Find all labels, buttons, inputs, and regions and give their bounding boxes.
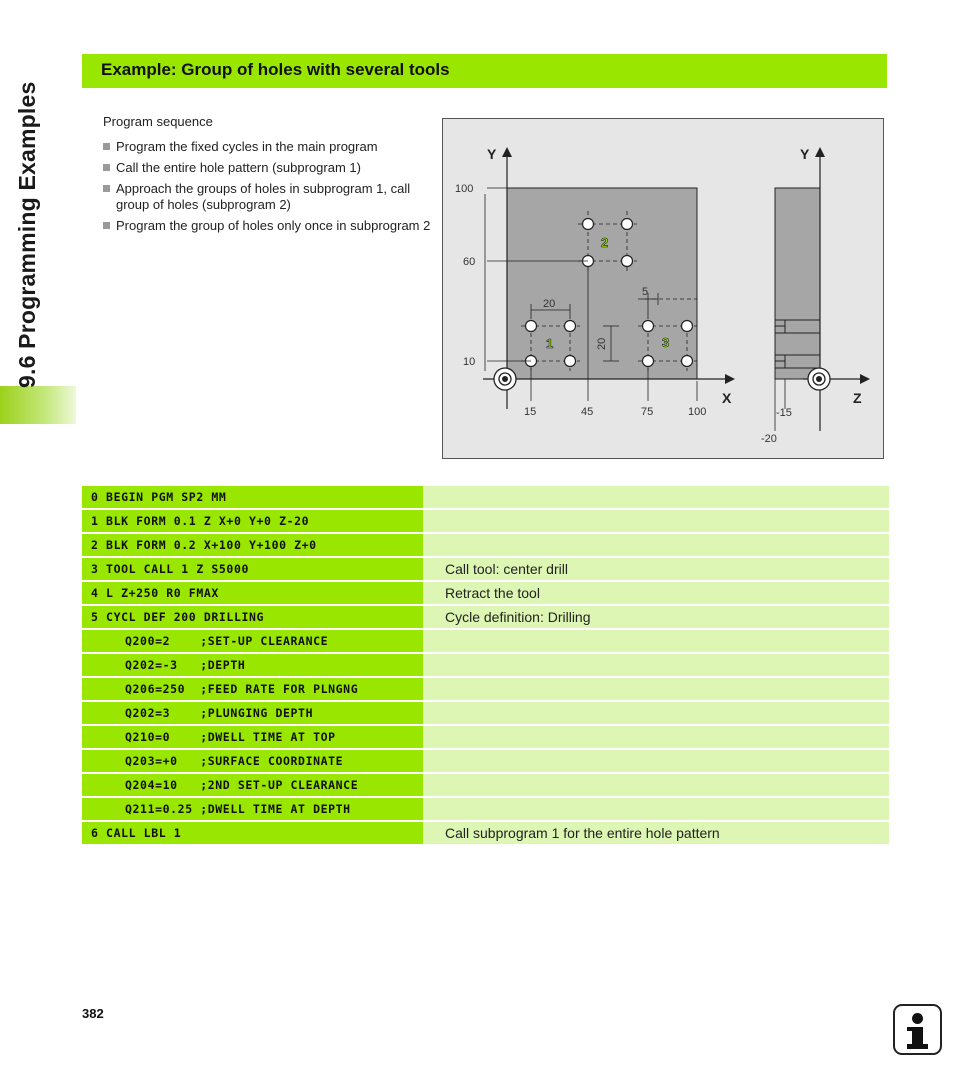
code-cell: Q204=10 ;2ND SET-UP CLEARANCE [125,778,359,792]
dim-minus-15: -15 [776,407,792,419]
code-cell: 5 CYCL DEF 200 DRILLING [91,610,265,624]
program-sequence [103,114,433,239]
code-cell: Q200=2 ;SET-UP CLEARANCE [125,634,329,648]
square-bullet-icon [103,222,110,229]
comment-cell: Cycle definition: Drilling [445,609,591,625]
comment-cell: Retract the tool [445,585,540,601]
list-item: Program the group of holes only once in subprogram 2 [103,218,433,234]
code-cell: Q203=+0 ;SURFACE COORDINATE [125,754,344,768]
code-cell: 1 BLK FORM 0.1 Z X+0 Y+0 Z-20 [91,514,310,528]
dim-45-x: 45 [581,406,594,418]
nc-program-table [82,486,889,846]
table-row [82,606,889,628]
axis-y-left-label: Y [487,146,497,162]
code-cell: Q210=0 ;DWELL TIME AT TOP [125,730,336,744]
list-item: Program the fixed cycles in the main program [103,139,433,155]
list-item: Call the entire hole pattern (subprogram 1) [103,160,433,176]
table-row [82,750,889,772]
drawing-svg [443,119,885,460]
program-sequence-heading: Program sequence [103,114,213,129]
code-cell: Q211=0.25 ;DWELL TIME AT DEPTH [125,802,351,816]
dim-60-y: 60 [463,256,476,268]
code-cell: 6 CALL LBL 1 [91,826,182,840]
program-sequence-list [103,139,433,234]
example-header [82,54,887,88]
square-bullet-icon [103,143,110,150]
dim-15-x: 15 [524,406,537,418]
comment-cell: Call tool: center drill [445,561,568,577]
group-3-label: 3 [662,335,670,350]
square-bullet-icon [103,164,110,171]
comment-cell: Call subprogram 1 for the entire hole pattern [445,825,720,841]
dim-100-x: 100 [688,406,707,418]
axis-y-right-label: Y [800,146,810,162]
table-row [82,678,889,700]
code-cell: Q202=-3 ;DEPTH [125,658,246,672]
section-tab [0,386,76,424]
table-row [82,702,889,724]
table-row [82,582,889,604]
dim-20-vertical: 20 [596,337,608,350]
group-2-label: 2 [601,235,609,250]
table-row [82,798,889,820]
table-row [82,774,889,796]
code-cell: Q202=3 ;PLUNGING DEPTH [125,706,314,720]
dim-75-x: 75 [641,406,654,418]
code-cell: 2 BLK FORM 0.2 X+100 Y+100 Z+0 [91,538,317,552]
code-cell: 3 TOOL CALL 1 Z S5000 [91,562,249,576]
table-row [82,630,889,652]
workpiece-side [775,188,820,379]
origin-front-icon [494,368,516,390]
dim-10-y: 10 [463,356,476,368]
square-bullet-icon [103,185,110,192]
workpiece-drawing [442,118,884,459]
table-row [82,822,889,844]
code-cell: Q206=250 ;FEED RATE FOR PLNGNG [125,682,359,696]
list-item: Approach the groups of holes in subprogram 1, call group of holes (subprogram 2) [103,181,433,213]
code-cell: 4 L Z+250 R0 FMAX [91,586,219,600]
dim-minus-20: -20 [761,433,777,445]
info-icon [893,1004,942,1055]
table-row [82,534,889,556]
section-title: 9.6 Programming Examples [14,81,40,388]
code-cell: 0 BEGIN PGM SP2 MM [91,490,227,504]
dim-5: 5 [642,286,649,298]
group-1-label: 1 [546,336,554,351]
table-row [82,558,889,580]
axis-x-label: X [722,390,732,406]
table-row [82,726,889,748]
table-row [82,510,889,532]
example-title: Example: Group of holes with several tools [101,60,450,79]
axis-z-label: Z [853,390,862,406]
table-row [82,486,889,508]
origin-side-icon [808,368,830,390]
dim-100-y: 100 [455,183,474,195]
page-number: 382 [82,1006,104,1021]
dim-20-horizontal: 20 [543,298,556,310]
table-row [82,654,889,676]
